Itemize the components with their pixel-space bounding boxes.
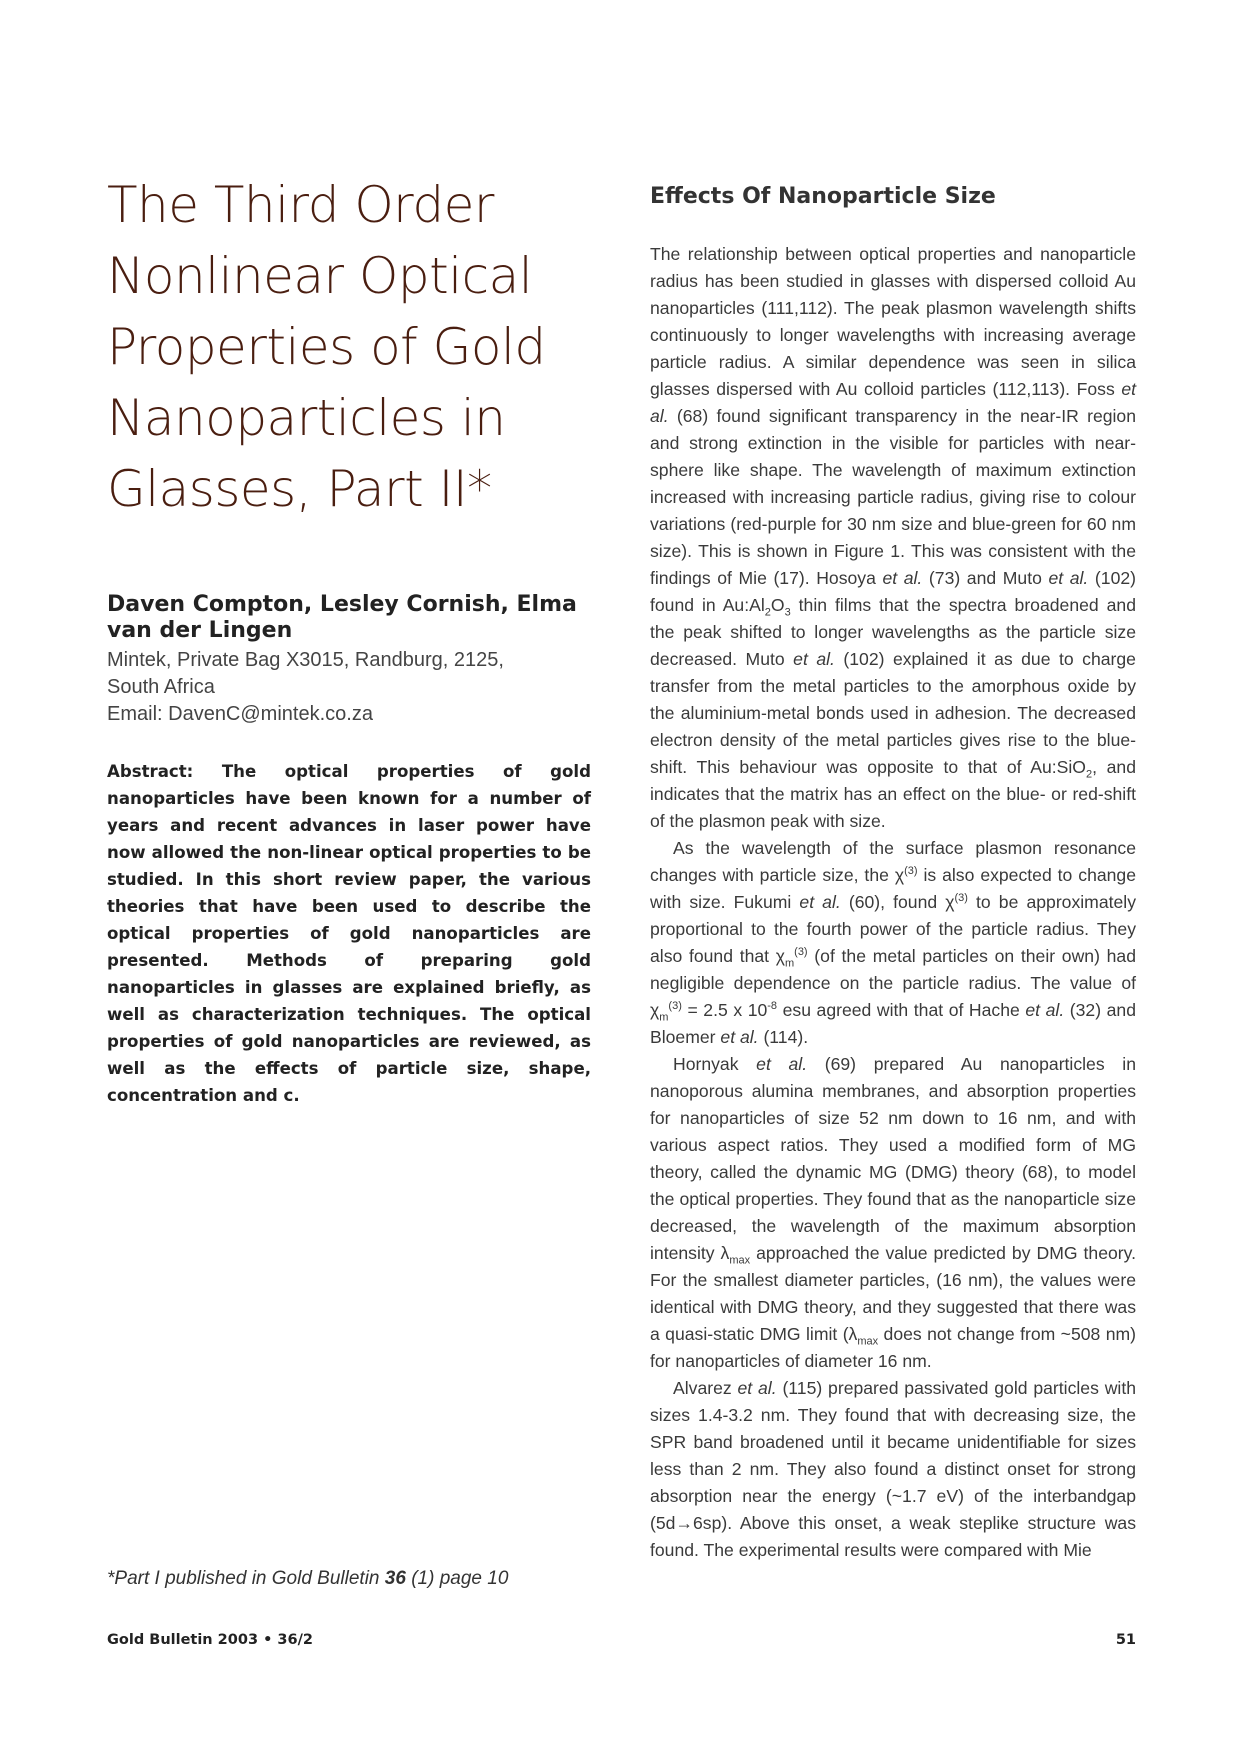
sub-run: m [659, 1011, 669, 1024]
italic-run: et al. [793, 649, 835, 669]
text-run: thin films that the spectra broadened and the peak shifted to longer wavelengths as the particle size decreased. Muto [650, 595, 1137, 669]
italic-run: et al. [882, 568, 923, 588]
italic-run: et al. [720, 1027, 759, 1047]
affiliation-country: South Africa [107, 676, 215, 698]
body-paragraph [650, 241, 1136, 835]
text-run: Alvarez [673, 1378, 738, 1398]
text-run: esu agreed with that of Hache [777, 1000, 1026, 1020]
italic-run: et al. [737, 1378, 777, 1398]
text-run: (68) found significant transparency in the near-IR region and strong extinction in the visible for particles with near-sphere like shape. The wavelength of maximum extinction increased with increasing particle radius, giving rise to colour variations (red-purple for 30 nm size and blue-green for 60 nm size). This is shown in Figure 1. This was consistent with the findings of Mie (17). Hosoya [650, 406, 1136, 588]
text-run: , and indicates that the matrix has an effect on the blue- or red-shift of the plasmon peak with size. [650, 757, 1136, 831]
italic-run: et al. [1025, 1000, 1065, 1020]
journal-footer: Gold Bulletin 2003 • 36/2 [107, 1632, 313, 1648]
sup-run: (3) [904, 865, 918, 878]
affiliation [107, 647, 607, 728]
sup-run: (3) [668, 1000, 682, 1013]
sub-run: 2 [764, 606, 771, 619]
text-run: (115) prepared passivated gold particles with sizes 1.4-3.2 nm. They found that with decreasing size, the SPR band broadened until it became unidentifiable for sizes less than 2 nm. They also found a distinct onset for strong absorption near the energy (~1.7 eV) of the interbandgap (5d→6sp). Above this onset, a weak steplike structure was found. The experimental results were compared with Mie [650, 1378, 1136, 1560]
footnote [107, 1568, 587, 1590]
text-run: = 2.5 x 10 [681, 1000, 768, 1020]
sub-run: 2 [1085, 768, 1093, 781]
footnote-suffix: (1) page 10 [405, 1568, 509, 1589]
text-run: Hornyak [673, 1054, 757, 1074]
body-paragraph [650, 1051, 1136, 1375]
footnote-prefix: *Part I published in Gold Bulletin [107, 1568, 385, 1589]
text-run: O [770, 595, 785, 615]
body-paragraph [650, 835, 1136, 1051]
title-line: The Third Order [107, 176, 494, 234]
affiliation-address: Mintek, Private Bag X3015, Randburg, 2125, [107, 649, 504, 671]
text-run: (of the metal particles on their own) had negligible dependence on the particle radius. The value of χ [650, 946, 1136, 1020]
text-run: approached the value predicted by DMG theory. For the smallest diameter particles, (16 nm), the values were identical with DMG theory, and they suggested that there was a quasi-static DMG limit (λ [650, 1243, 1137, 1344]
text-run: (114). [758, 1027, 809, 1047]
text-run: does not change from ~508 nm) for nanoparticles of diameter 16 nm. [650, 1324, 1136, 1371]
text-run: is also expected to change with size. Fukumi [650, 865, 1136, 912]
body-text [650, 241, 1136, 1564]
text-run: (32) and Bloemer [650, 1000, 1136, 1047]
italic-run: et al. [1048, 568, 1089, 588]
title-line: Properties of Gold [107, 318, 546, 376]
sub-run: max [857, 1335, 879, 1348]
article-title [107, 170, 597, 525]
footnote-volume: 36 [384, 1568, 406, 1589]
italic-run: et al. [756, 1054, 808, 1074]
sub-run: m [784, 957, 795, 970]
sup-run: (3) [954, 892, 968, 905]
title-block [107, 170, 597, 525]
italic-run: et al. [650, 379, 1136, 426]
italic-run: et al. [799, 892, 841, 912]
author-list: Daven Compton, Lesley Cornish, Elma van der Lingen [107, 592, 577, 643]
sup-run: (3) [794, 946, 808, 959]
title-line: Glasses, Part II* [107, 460, 492, 518]
title-line: Nanoparticles in [107, 389, 506, 447]
page-number: 51 [1115, 1632, 1136, 1648]
title-line: Nonlinear Optical [107, 247, 533, 305]
text-run: (73) and Muto [922, 568, 1049, 588]
text-run: (69) prepared Au nanoparticles in nanoporous alumina membranes, and absorption properties for nanoparticles of size 52 nm down to 16 nm, and with various aspect ratios. They used a modified form of MG theory, called the dynamic MG (DMG) theory (68), to model the optical properties. They found that as the nanoparticle size decreased, the wavelength of the maximum absorption intensity λ [650, 1054, 1136, 1263]
section-heading: Effects Of Nanoparticle Size [650, 184, 996, 209]
abstract: Abstract: The optical properties of gold nanoparticles have been known for a number of years and recent advances in laser power have now allowed the non-linear optical properties to be studied. In this short review paper, the various theories that have been used to describe the optical properties of gold nanoparticles are presented. Methods of preparing gold nanoparticles in glasses are explained briefly, as well as characterization techniques. The optical properties of gold nanoparticles are reviewed, as well as the effects of particle size, shape, concentration and c. [107, 762, 591, 1105]
text-run: The relationship between optical properties and nanoparticle radius has been studied in glasses with dispersed colloid Au nanoparticles (111,112). The peak plasmon wavelength shifts continuously to longer wavelengths with increasing average particle radius. A similar dependence was seen in silica glasses dispersed with Au colloid particles (112,113). Foss [650, 244, 1136, 399]
sup-run: -8 [767, 1000, 778, 1013]
text-run: to be approximately proportional to the fourth power of the particle radius. They also found that χ [650, 892, 1136, 966]
sub-run: 3 [784, 606, 791, 619]
text-run: As the wavelength of the surface plasmon resonance changes with particle size, the χ [650, 838, 1136, 885]
text-run: (60), found χ [840, 892, 955, 912]
text-run: (102) found in Au:Al [650, 568, 1136, 615]
text-run: (102) explained it as due to charge transfer from the metal particles to the amorphous oxide by the aluminium-metal bonds used in adhesion. The decreased electron density of the metal particles gives rise to the blue-shift. This behaviour was opposite to that of Au:SiO [650, 649, 1136, 777]
sub-run: max [729, 1254, 751, 1267]
body-paragraph [650, 1375, 1136, 1564]
author-email: Email: DavenC@mintek.co.za [107, 703, 373, 725]
